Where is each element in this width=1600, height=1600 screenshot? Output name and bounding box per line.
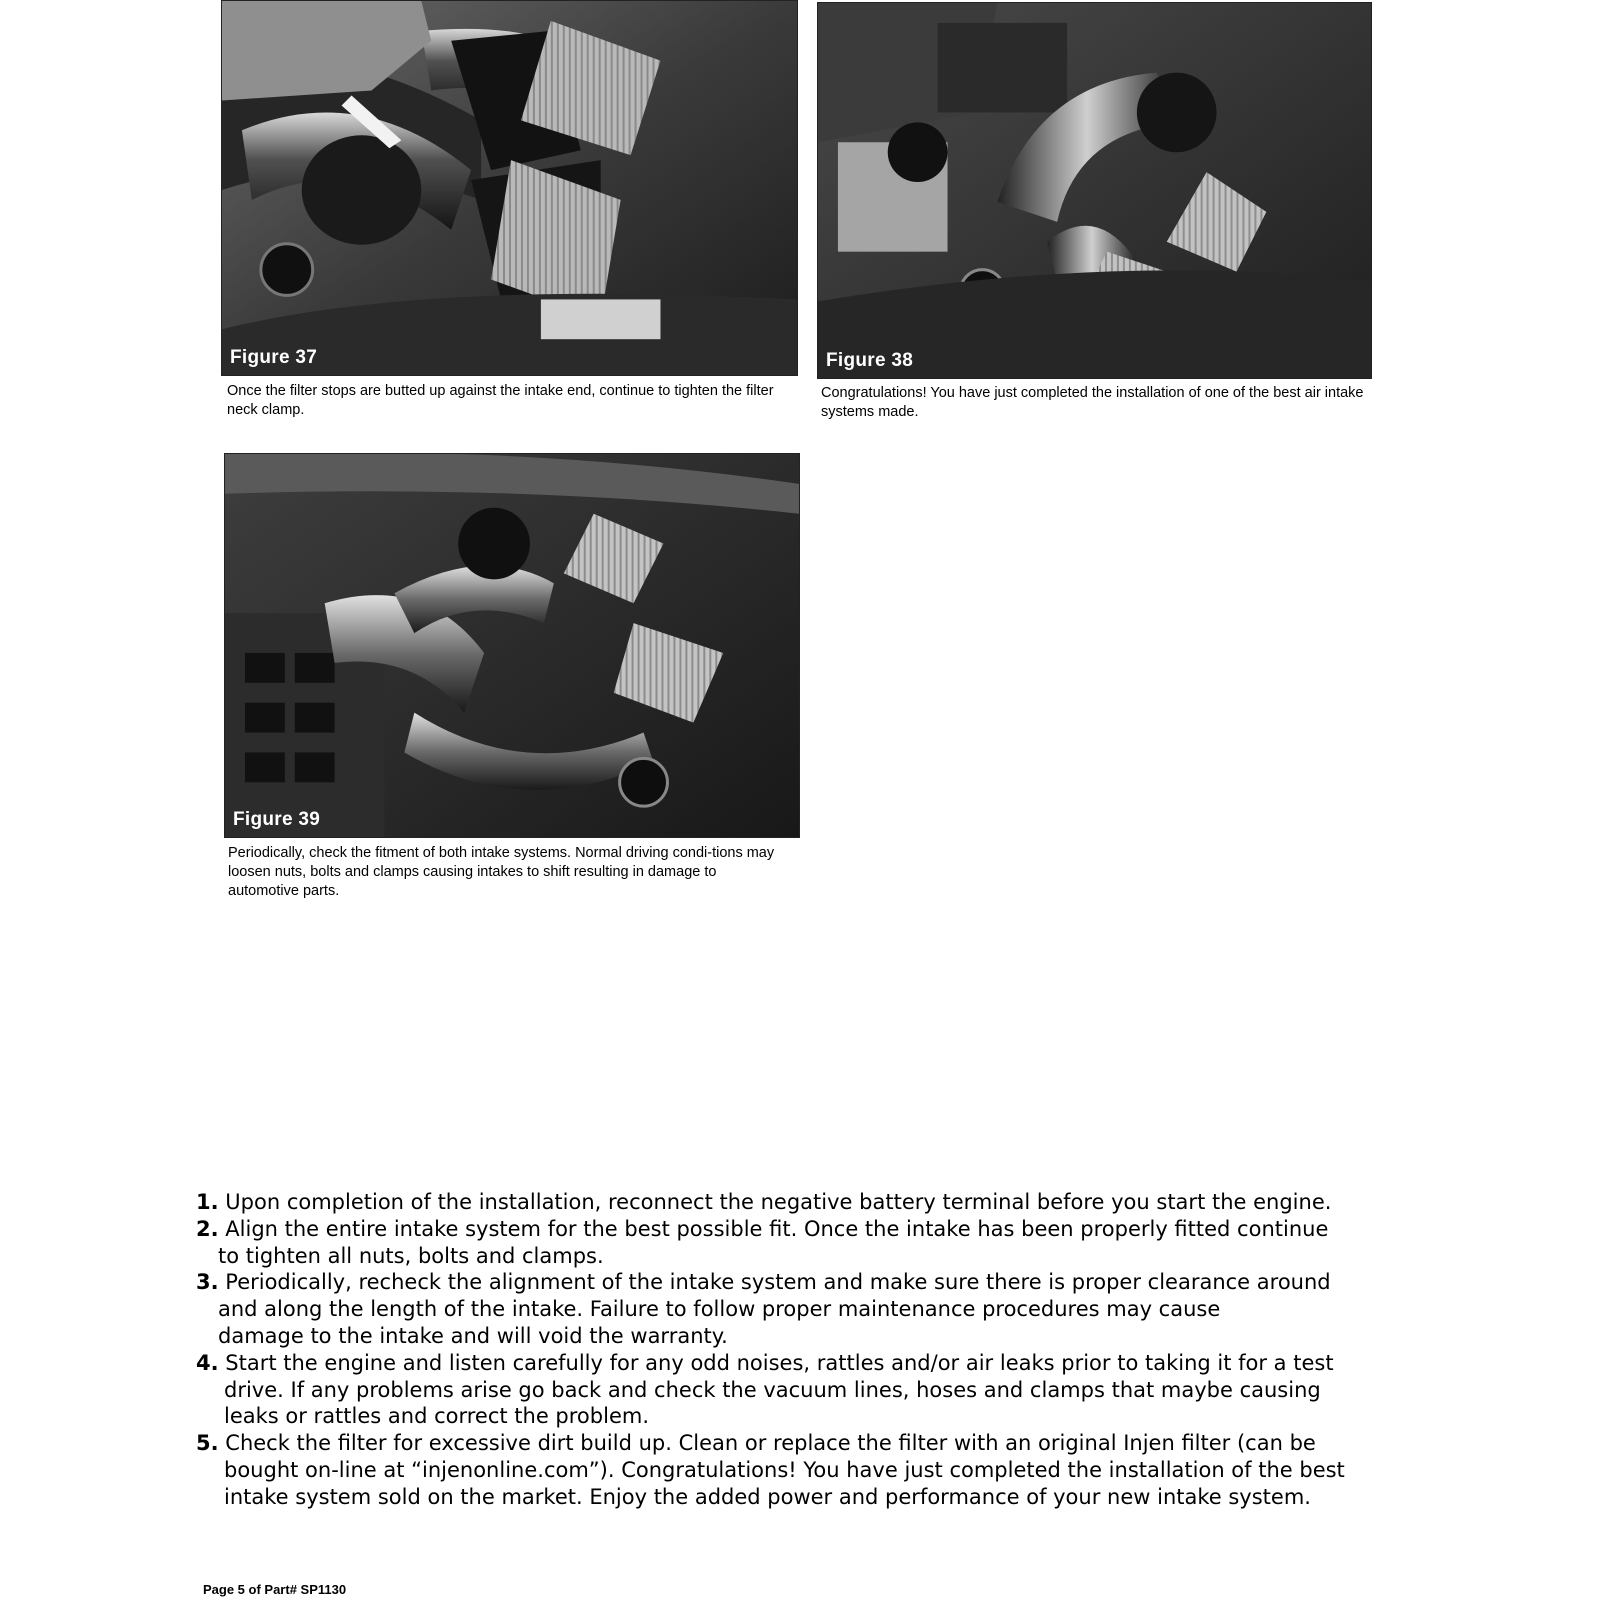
step-number: 4. <box>196 1350 219 1375</box>
instruction-step-4 <box>196 1350 1436 1430</box>
step-text: bought on-line at “injenonline.com”). Congratulations! You have just completed the installation of the best <box>224 1457 1345 1482</box>
instruction-step-5 <box>196 1430 1436 1510</box>
page-footer: Page 5 of Part# SP1130 <box>203 1582 347 1597</box>
step-text: Check the filter for excessive dirt build up. Clean or replace the filter with an original Injen filter (can be <box>225 1431 1316 1456</box>
engine-bay-image-38 <box>818 3 1371 378</box>
figure-39-label: Figure 39 <box>233 809 321 830</box>
step-text: drive. If any problems arise go back and check the vacuum lines, hoses and clamps that maybe causing <box>224 1377 1321 1402</box>
figure-39-photo <box>224 453 800 838</box>
figure-38-photo <box>817 2 1372 379</box>
step-text: Periodically, recheck the alignment of the intake system and make sure there is proper clearance around <box>225 1270 1331 1295</box>
figure-38-label: Figure 38 <box>826 350 914 371</box>
instruction-list <box>196 1189 1436 1511</box>
instruction-step-2 <box>196 1216 1436 1270</box>
step-number: 3. <box>196 1270 219 1295</box>
step-text: leaks or rattles and correct the problem. <box>224 1404 649 1429</box>
figure-37-caption: Once the filter stops are butted up against the intake end, continue to tighten the filter neck clamp. <box>227 383 774 418</box>
step-text: Upon completion of the installation, reconnect the negative battery terminal before you start the engine. <box>225 1190 1332 1214</box>
step-number: 5. <box>196 1431 219 1456</box>
step-text: and along the length of the intake. Failure to follow proper maintenance procedures may cause <box>218 1297 1221 1322</box>
figure-37-label: Figure 37 <box>230 347 318 368</box>
step-text: intake system sold on the market. Enjoy the added power and performance of your new intake system. <box>224 1484 1311 1509</box>
figure-38-caption: Congratulations! You have just completed the installation of one of the best air intake systems made. <box>821 385 1364 420</box>
step-text: damage to the intake and will void the warranty. <box>218 1323 728 1348</box>
instruction-step-3 <box>196 1269 1436 1349</box>
step-number: 2. <box>196 1216 219 1241</box>
step-number: 1. <box>196 1190 219 1214</box>
figure-39-caption: Periodically, check the fitment of both intake systems. Normal driving condi-tions may loosen nuts, bolts and clamps causing intakes to shift resulting in damage to automotive parts. <box>228 845 775 899</box>
step-text: Start the engine and listen carefully for any odd noises, rattles and/or air leaks prior to taking it for a test <box>225 1350 1334 1375</box>
figure-37-photo <box>221 0 798 376</box>
instruction-step-1 <box>196 1189 1436 1216</box>
step-text: Align the entire intake system for the best possible fit. Once the intake has been properly fitted continue <box>225 1216 1329 1241</box>
engine-bay-image-37 <box>222 1 797 375</box>
step-text: to tighten all nuts, bolts and clamps. <box>218 1243 604 1268</box>
engine-bay-image-39 <box>225 454 799 837</box>
